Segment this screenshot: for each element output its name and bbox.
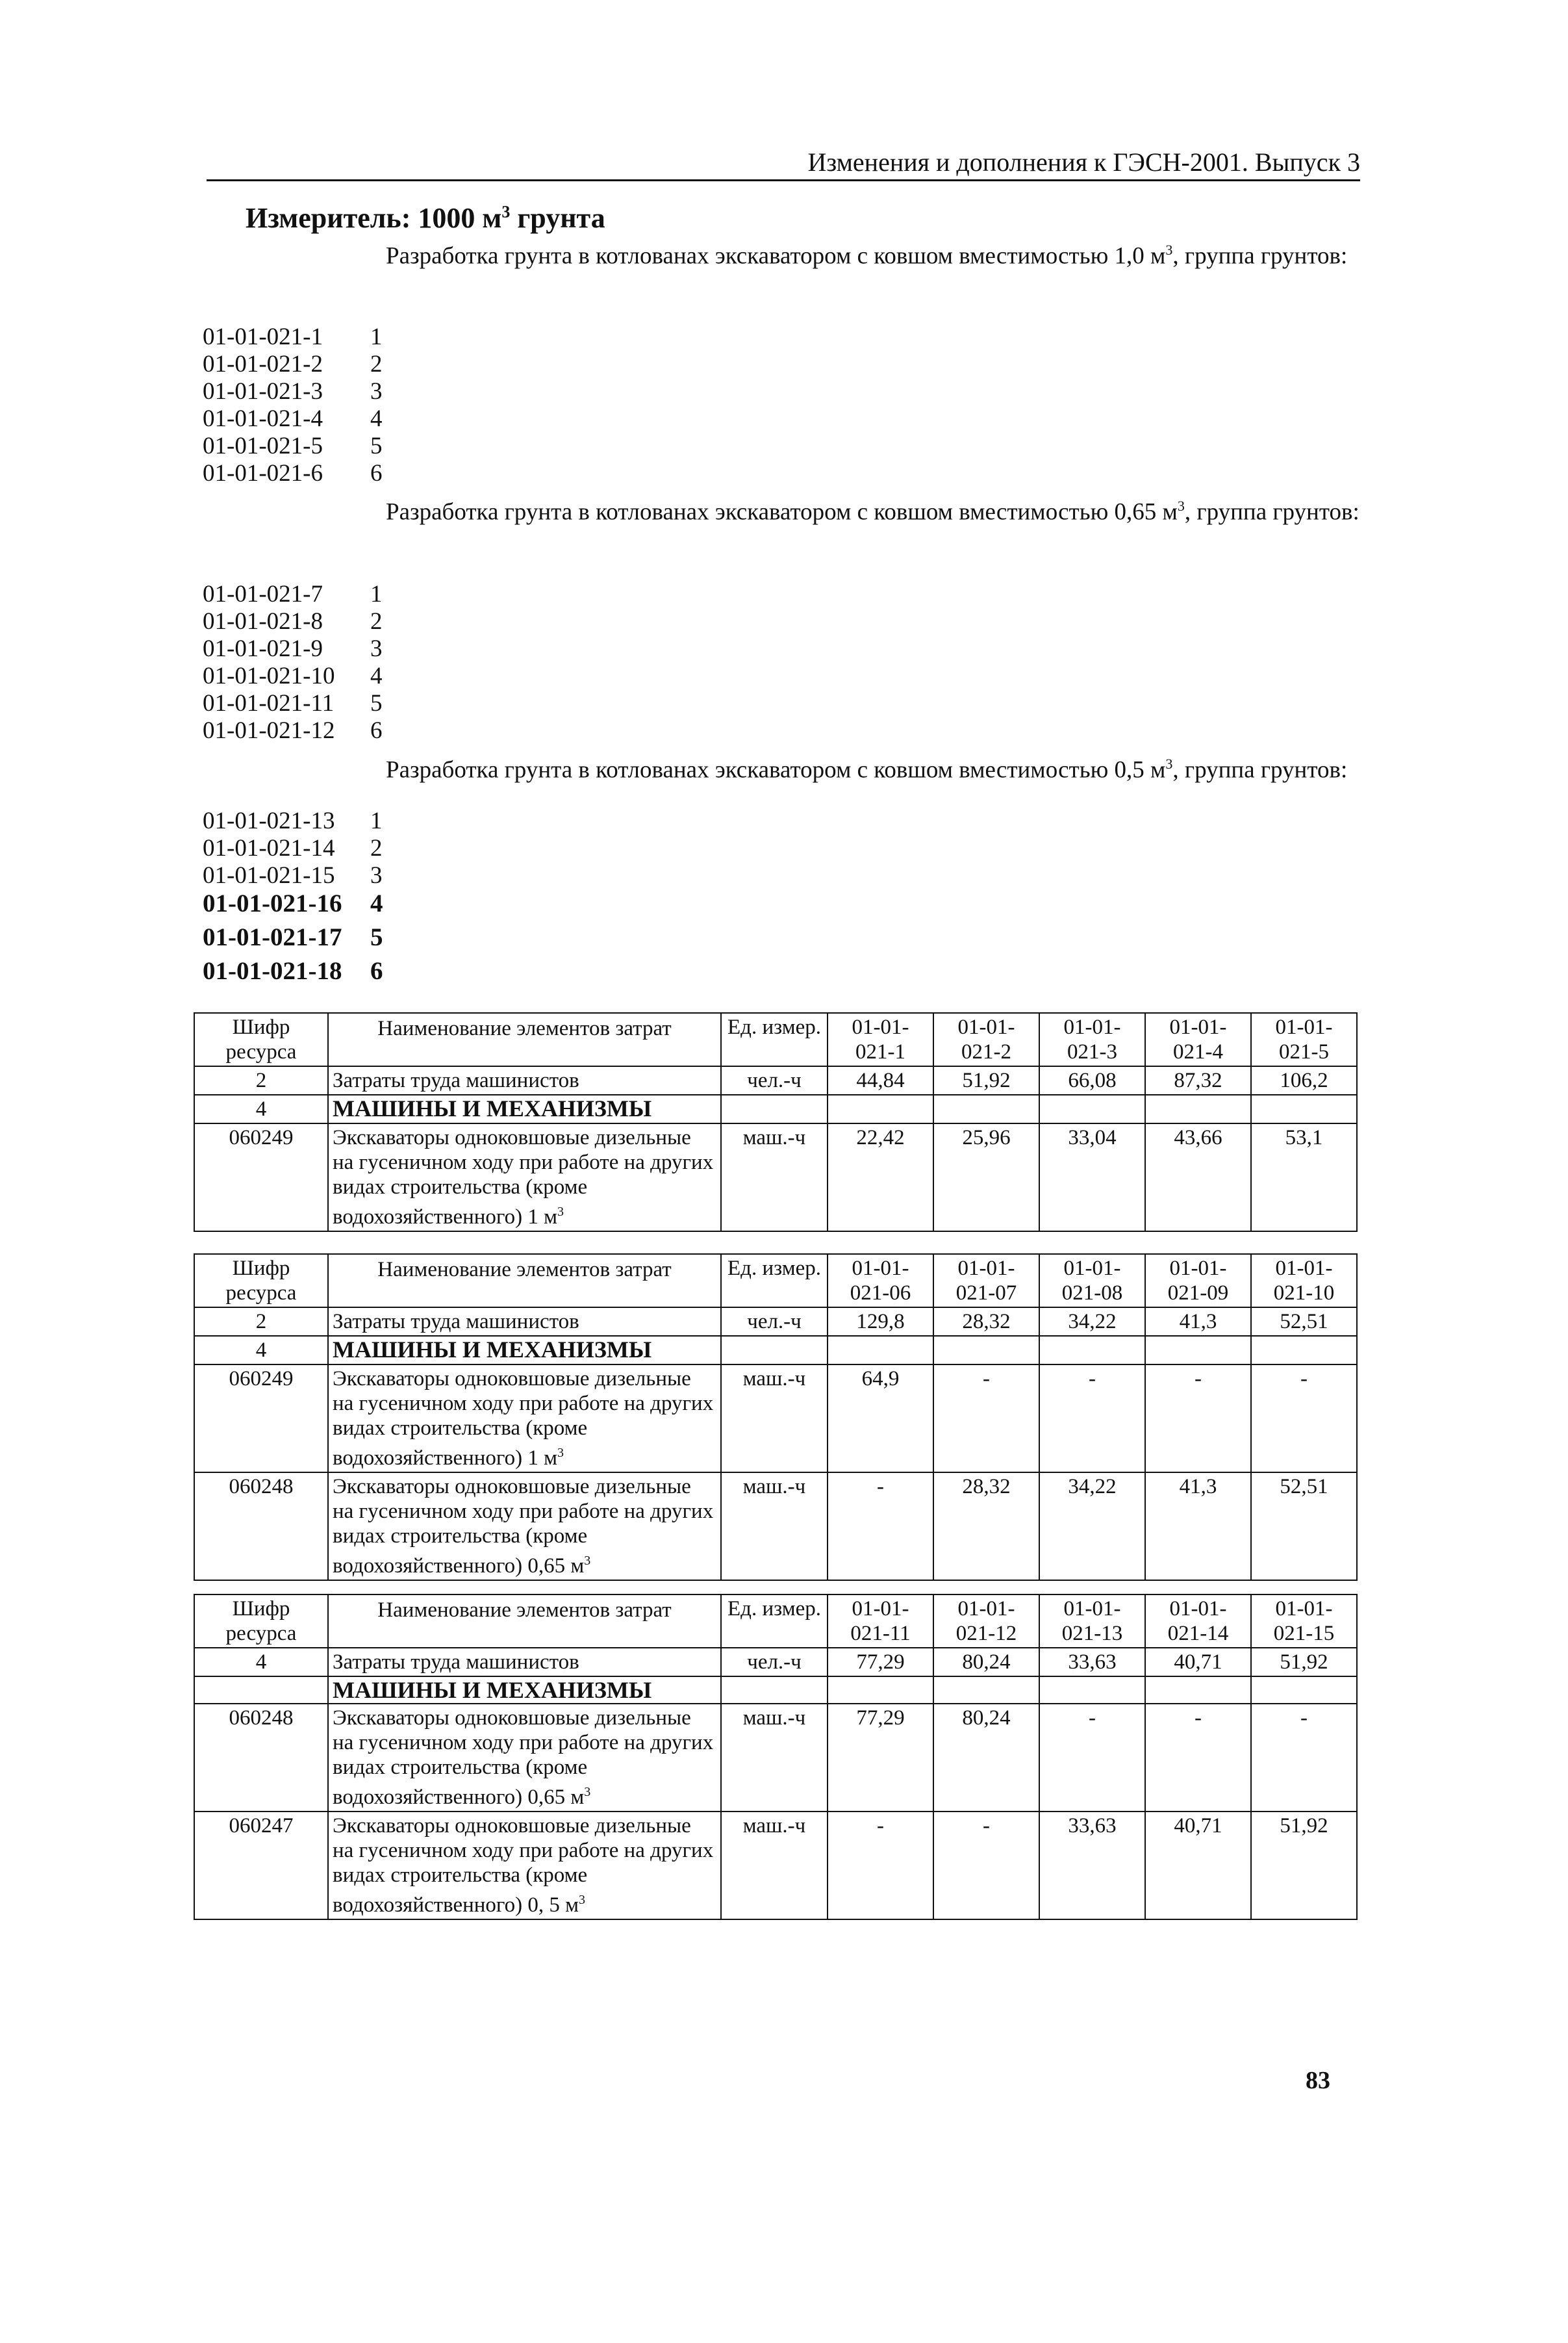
- resource-code: 060249: [194, 1364, 328, 1472]
- value-cell: 34,22: [1039, 1472, 1145, 1580]
- value-cell: -: [1251, 1364, 1357, 1472]
- desc-text-end: , группа грунтов:: [1172, 756, 1348, 784]
- value-cell: -: [1251, 1704, 1357, 1812]
- soil-group: 6: [370, 460, 383, 487]
- norm-code: 01-01-021-4: [203, 405, 323, 432]
- value-cell: 87,32: [1145, 1066, 1251, 1095]
- soil-group: 4: [370, 405, 383, 432]
- section-row: [194, 1676, 1357, 1704]
- desc-sup: 3: [1177, 498, 1185, 514]
- labor-row: [194, 1648, 1357, 1676]
- norm-row: [203, 834, 383, 862]
- soil-group: 6: [370, 957, 383, 985]
- norm-code: 01-01-021-10: [203, 663, 335, 689]
- norm-code: 01-01-021-15: [203, 862, 335, 889]
- col-header-name: Наименование элементов затрат: [328, 1013, 721, 1066]
- desc-sup: 3: [1165, 756, 1173, 772]
- table-header-row: [194, 1013, 1357, 1066]
- soil-group: 2: [370, 351, 383, 378]
- soil-group: 2: [370, 608, 383, 635]
- desc-text-end: , группа грунтов:: [1184, 498, 1359, 526]
- value-cell: 40,71: [1145, 1812, 1251, 1919]
- norm-row: [203, 635, 383, 662]
- value-cell: 33,63: [1039, 1812, 1145, 1919]
- desc-text-end: , группа грунтов:: [1172, 242, 1348, 270]
- section-description: [386, 237, 1360, 270]
- soil-group: 3: [370, 862, 383, 889]
- value-cell: 129,8: [828, 1307, 933, 1336]
- machines-heading: МАШИНЫ И МЕХАНИЗМЫ: [328, 1095, 721, 1123]
- col-header-unit: Ед. измер.: [721, 1013, 828, 1066]
- norm-code: 01-01-021-3: [203, 378, 323, 405]
- machines-heading: МАШИНЫ И МЕХАНИЗМЫ: [328, 1676, 721, 1704]
- norm-code: 01-01-021-2: [203, 351, 323, 378]
- col-header-norm: 01-01- 021-5: [1251, 1013, 1357, 1066]
- measure-label: Измеритель: 1000 м: [246, 202, 502, 234]
- col-header-unit: Ед. измер.: [721, 1254, 828, 1307]
- value-cell: -: [1039, 1364, 1145, 1472]
- value-cell: 41,3: [1145, 1472, 1251, 1580]
- norm-code: 01-01-021-14: [203, 835, 335, 862]
- desc-text: Разработка грунта в котлованах экскаватором с ковшом вместимостью 0,5 м: [386, 756, 1166, 784]
- col-header-code: Шифр ресурса: [194, 1013, 328, 1066]
- norm-row: [203, 717, 383, 744]
- resource-unit: чел.-ч: [721, 1066, 828, 1095]
- value-cell: -: [1145, 1364, 1251, 1472]
- measure-unit: [246, 201, 605, 235]
- value-cell: 77,29: [828, 1648, 933, 1676]
- section-row: [194, 1336, 1357, 1364]
- resource-code: 060248: [194, 1472, 328, 1580]
- machine-row: [194, 1364, 1357, 1472]
- resource-table: [194, 1012, 1358, 1232]
- value-cell: 80,24: [933, 1704, 1039, 1812]
- resource-name: Экскаваторы одноковшовые дизельные на гусеничном ходу при работе на других видах строительства (кроме водохозяйственного) 0,65 $м^3$: [328, 1472, 721, 1580]
- machine-row: [194, 1812, 1357, 1919]
- soil-group: 2: [370, 835, 383, 862]
- section-row: [194, 1095, 1357, 1123]
- resource-name: Затраты труда машинистов: [328, 1648, 721, 1676]
- col-header-name: Наименование элементов затрат: [328, 1594, 721, 1648]
- col-header-norm: 01-01- 021-09: [1145, 1254, 1251, 1307]
- norm-row: [203, 405, 383, 432]
- value-cell: -: [828, 1472, 933, 1580]
- col-header-norm: 01-01- 021-07: [933, 1254, 1039, 1307]
- resource-name: Экскаваторы одноковшовые дизельные на гусеничном ходу при работе на других видах строительства (кроме водохозяйственного) 1 $м^3$: [328, 1364, 721, 1472]
- col-header-norm: 01-01- 021-12: [933, 1594, 1039, 1648]
- col-header-code: Шифр ресурса: [194, 1254, 328, 1307]
- value-cell: 51,92: [1251, 1648, 1357, 1676]
- resource-name: Затраты труда машинистов: [328, 1307, 721, 1336]
- soil-group: 4: [370, 890, 383, 917]
- value-cell: 33,63: [1039, 1648, 1145, 1676]
- value-cell: 41,3: [1145, 1307, 1251, 1336]
- norm-row: [203, 662, 383, 689]
- resource-code: 4: [194, 1648, 328, 1676]
- soil-group: 6: [370, 717, 383, 744]
- col-header-norm: 01-01- 021-10: [1251, 1254, 1357, 1307]
- norm-code: 01-01-021-5: [203, 433, 323, 459]
- desc-text: Разработка грунта в котлованах экскаватором с ковшом вместимостью 1,0 м: [386, 242, 1166, 270]
- norm-row: [203, 432, 383, 459]
- value-cell: 66,08: [1039, 1066, 1145, 1095]
- measure-suffix: грунта: [510, 202, 605, 234]
- section-code: 4: [194, 1336, 328, 1364]
- norm-code: 01-01-021-13: [203, 808, 335, 834]
- resource-unit: чел.-ч: [721, 1307, 828, 1336]
- value-cell: 52,51: [1251, 1307, 1357, 1336]
- value-cell: -: [1145, 1704, 1251, 1812]
- value-cell: -: [1039, 1704, 1145, 1812]
- soil-group: 1: [370, 808, 383, 834]
- desc-text: Разработка грунта в котлованах экскаватором с ковшом вместимостью 0,65 м: [386, 498, 1178, 526]
- norm-code: 01-01-021-9: [203, 635, 323, 662]
- labor-row: [194, 1066, 1357, 1095]
- value-cell: 22,42: [828, 1123, 933, 1231]
- resource-table: [194, 1594, 1358, 1920]
- resource-unit: маш.-ч: [721, 1472, 828, 1580]
- norm-row: [203, 608, 383, 635]
- resource-unit: маш.-ч: [721, 1123, 828, 1231]
- value-cell: 106,2: [1251, 1066, 1357, 1095]
- machine-row: [194, 1472, 1357, 1580]
- section-description: [386, 493, 1360, 526]
- soil-group: 5: [370, 433, 383, 459]
- norm-row: [203, 689, 383, 717]
- col-header-norm: 01-01- 021-13: [1039, 1594, 1145, 1648]
- col-header-norm: 01-01- 021-14: [1145, 1594, 1251, 1648]
- norm-row: [203, 323, 383, 350]
- value-cell: 77,29: [828, 1704, 933, 1812]
- value-cell: 34,22: [1039, 1307, 1145, 1336]
- norm-code: 01-01-021-18: [203, 957, 342, 985]
- norm-row: [203, 807, 383, 834]
- value-cell: 28,32: [933, 1472, 1039, 1580]
- norm-row: [203, 956, 383, 984]
- soil-group: 5: [370, 923, 383, 951]
- value-cell: 80,24: [933, 1648, 1039, 1676]
- soil-group: 5: [370, 690, 383, 717]
- section-code: 4: [194, 1095, 328, 1123]
- norm-code: 01-01-021-6: [203, 460, 323, 487]
- col-header-norm: 01-01- 021-3: [1039, 1013, 1145, 1066]
- col-header-norm: 01-01- 021-08: [1039, 1254, 1145, 1307]
- value-cell: 40,71: [1145, 1648, 1251, 1676]
- desc-sup: 3: [1165, 242, 1173, 258]
- value-cell: 51,92: [1251, 1812, 1357, 1919]
- col-header-norm: 01-01- 021-11: [828, 1594, 933, 1648]
- resource-unit: чел.-ч: [721, 1648, 828, 1676]
- resource-name: Экскаваторы одноковшовые дизельные на гусеничном ходу при работе на других видах строительства (кроме водохозяйственного) 0, 5 $м^3$: [328, 1812, 721, 1919]
- col-header-unit: Ед. измер.: [721, 1594, 828, 1648]
- section-code: [194, 1676, 328, 1704]
- value-cell: 44,84: [828, 1066, 933, 1095]
- col-header-norm: 01-01- 021-1: [828, 1013, 933, 1066]
- norm-row: [203, 378, 383, 405]
- soil-group: 1: [370, 324, 383, 350]
- page-number: 83: [1306, 2067, 1330, 2094]
- resource-unit: маш.-ч: [721, 1812, 828, 1919]
- col-header-name: Наименование элементов затрат: [328, 1254, 721, 1307]
- norm-row: [203, 923, 383, 950]
- value-cell: 28,32: [933, 1307, 1039, 1336]
- value-cell: -: [933, 1812, 1039, 1919]
- resource-code: 2: [194, 1307, 328, 1336]
- section-description: [386, 750, 1360, 784]
- norm-code: 01-01-021-17: [203, 923, 342, 951]
- value-cell: 53,1: [1251, 1123, 1357, 1231]
- value-cell: 33,04: [1039, 1123, 1145, 1231]
- col-header-norm: 01-01- 021-06: [828, 1254, 933, 1307]
- machine-row: [194, 1123, 1357, 1231]
- norm-code: 01-01-021-7: [203, 581, 323, 608]
- value-cell: -: [828, 1812, 933, 1919]
- norm-code: 01-01-021-11: [203, 690, 335, 717]
- col-header-norm: 01-01- 021-4: [1145, 1013, 1251, 1066]
- labor-row: [194, 1307, 1357, 1336]
- norm-code: 01-01-021-16: [203, 890, 342, 917]
- value-cell: 25,96: [933, 1123, 1039, 1231]
- norm-row: [203, 862, 383, 889]
- resource-name: Экскаваторы одноковшовые дизельные на гусеничном ходу при работе на других видах строительства (кроме водохозяйственного) 1 $м^3$: [328, 1123, 721, 1231]
- resource-name: Экскаваторы одноковшовые дизельные на гусеничном ходу при работе на других видах строительства (кроме водохозяйственного) 0,65 $м^3$: [328, 1704, 721, 1812]
- norm-code: 01-01-021-1: [203, 324, 323, 350]
- header-rule: [207, 179, 1360, 181]
- table-header-row: [194, 1254, 1357, 1307]
- resource-table: [194, 1253, 1358, 1581]
- resource-code: 060249: [194, 1123, 328, 1231]
- value-cell: 51,92: [933, 1066, 1039, 1095]
- norm-row: [203, 889, 383, 916]
- value-cell: 43,66: [1145, 1123, 1251, 1231]
- resource-name: Затраты труда машинистов: [328, 1066, 721, 1095]
- value-cell: 64,9: [828, 1364, 933, 1472]
- measure-sup: 3: [501, 202, 511, 222]
- soil-group: 1: [370, 581, 383, 608]
- running-header: Изменения и дополнения к ГЭСН-2001. Выпуск 3: [807, 147, 1360, 177]
- table-header-row: [194, 1594, 1357, 1648]
- machine-row: [194, 1704, 1357, 1812]
- machines-heading: МАШИНЫ И МЕХАНИЗМЫ: [328, 1336, 721, 1364]
- resource-unit: маш.-ч: [721, 1704, 828, 1812]
- soil-group: 3: [370, 378, 383, 405]
- value-cell: 52,51: [1251, 1472, 1357, 1580]
- resource-code: 060248: [194, 1704, 328, 1812]
- col-header-norm: 01-01- 021-15: [1251, 1594, 1357, 1648]
- norm-code: 01-01-021-8: [203, 608, 323, 635]
- value-cell: -: [933, 1364, 1039, 1472]
- resource-unit: маш.-ч: [721, 1364, 828, 1472]
- col-header-code: Шифр ресурса: [194, 1594, 328, 1648]
- norm-code: 01-01-021-12: [203, 717, 335, 744]
- col-header-norm: 01-01- 021-2: [933, 1013, 1039, 1066]
- norm-row: [203, 350, 383, 378]
- norm-row: [203, 580, 383, 608]
- soil-group: 3: [370, 635, 383, 662]
- norm-row: [203, 459, 383, 487]
- resource-code: 2: [194, 1066, 328, 1095]
- soil-group: 4: [370, 663, 383, 689]
- resource-code: 060247: [194, 1812, 328, 1919]
